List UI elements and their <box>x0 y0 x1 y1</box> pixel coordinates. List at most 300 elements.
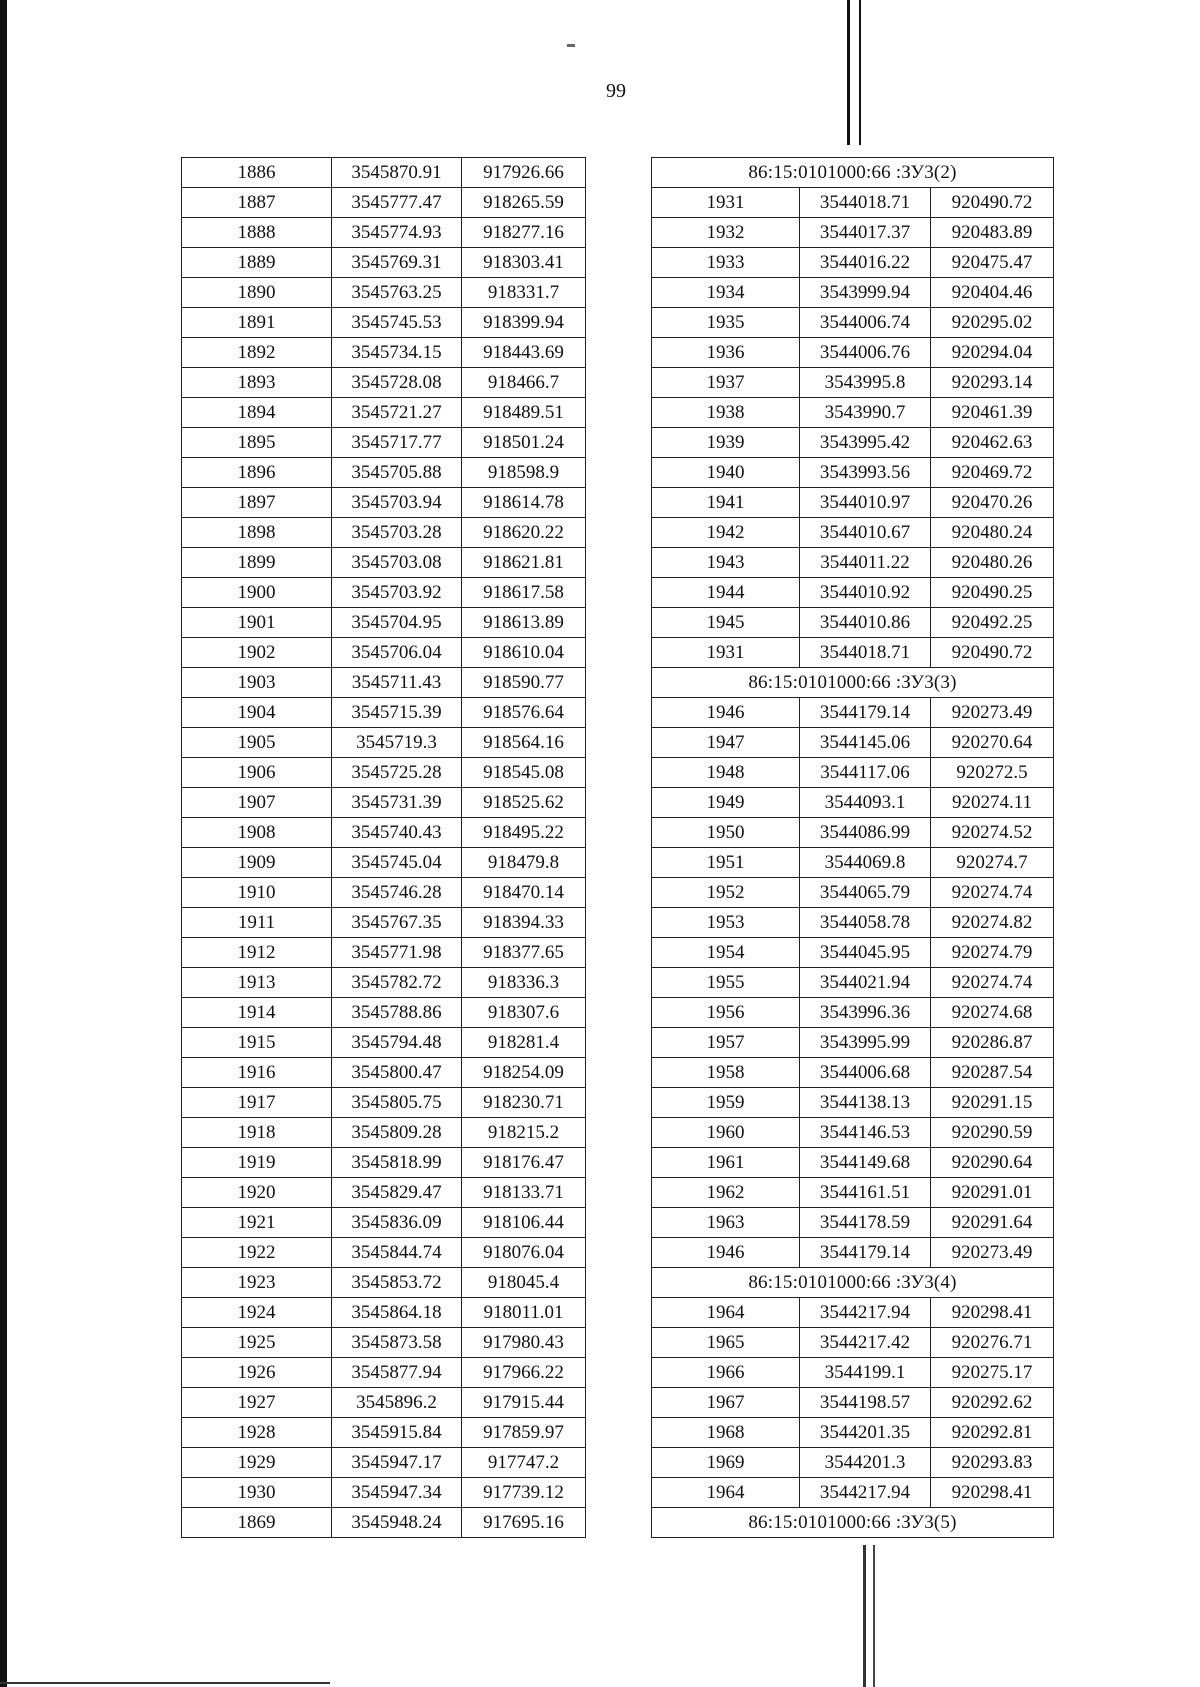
point-number-cell: 1918 <box>182 1118 332 1148</box>
parcel-group-header: 86:15:0101000:66 :ЗУ3(5) <box>652 1508 1054 1538</box>
x-coordinate-cell: 3545721.27 <box>332 398 462 428</box>
x-coordinate-cell: 3544010.97 <box>800 488 931 518</box>
y-coordinate-cell: 917966.22 <box>462 1358 586 1388</box>
x-coordinate-cell: 3545836.09 <box>332 1208 462 1238</box>
y-coordinate-cell: 918254.09 <box>462 1058 586 1088</box>
x-coordinate-cell: 3543999.94 <box>800 278 931 308</box>
x-coordinate-cell: 3545740.43 <box>332 818 462 848</box>
x-coordinate-cell: 3545809.28 <box>332 1118 462 1148</box>
x-coordinate-cell: 3544017.37 <box>800 218 931 248</box>
x-coordinate-cell: 3545873.58 <box>332 1328 462 1358</box>
table-row <box>182 1418 586 1448</box>
x-coordinate-cell: 3545745.53 <box>332 308 462 338</box>
point-number-cell: 1900 <box>182 578 332 608</box>
y-coordinate-cell: 917980.43 <box>462 1328 586 1358</box>
y-coordinate-cell: 920480.24 <box>931 518 1054 548</box>
y-coordinate-cell: 918394.33 <box>462 908 586 938</box>
x-coordinate-cell: 3545870.91 <box>332 158 462 188</box>
point-number-cell: 1965 <box>652 1328 800 1358</box>
table-row <box>182 1118 586 1148</box>
y-coordinate-cell: 918613.89 <box>462 608 586 638</box>
y-coordinate-cell: 917926.66 <box>462 158 586 188</box>
y-coordinate-cell: 920483.89 <box>931 218 1054 248</box>
y-coordinate-cell: 918576.64 <box>462 698 586 728</box>
y-coordinate-cell: 917695.16 <box>462 1508 586 1538</box>
y-coordinate-cell: 920490.72 <box>931 188 1054 218</box>
y-coordinate-cell: 918466.7 <box>462 368 586 398</box>
x-coordinate-cell: 3545877.94 <box>332 1358 462 1388</box>
page-number: 99 <box>606 80 626 102</box>
x-coordinate-cell: 3544010.92 <box>800 578 931 608</box>
y-coordinate-cell: 920273.49 <box>931 1238 1054 1268</box>
parcel-group-header: 86:15:0101000:66 :ЗУ3(3) <box>652 668 1054 698</box>
x-coordinate-cell: 3544217.94 <box>800 1298 931 1328</box>
x-coordinate-cell: 3544217.94 <box>800 1478 931 1508</box>
table-row <box>182 848 586 878</box>
table-row <box>182 1148 586 1178</box>
table-row <box>652 1298 1054 1328</box>
point-number-cell: 1937 <box>652 368 800 398</box>
y-coordinate-cell: 920274.74 <box>931 968 1054 998</box>
point-number-cell: 1957 <box>652 1028 800 1058</box>
x-coordinate-cell: 3545853.72 <box>332 1268 462 1298</box>
point-number-cell: 1928 <box>182 1418 332 1448</box>
y-coordinate-cell: 920290.59 <box>931 1118 1054 1148</box>
point-number-cell: 1961 <box>652 1148 800 1178</box>
point-number-cell: 1939 <box>652 428 800 458</box>
point-number-cell: 1917 <box>182 1088 332 1118</box>
table-row <box>182 1028 586 1058</box>
x-coordinate-cell: 3544069.8 <box>800 848 931 878</box>
point-number-cell: 1955 <box>652 968 800 998</box>
point-number-cell: 1893 <box>182 368 332 398</box>
table-row <box>652 788 1054 818</box>
point-number-cell: 1954 <box>652 938 800 968</box>
point-number-cell: 1887 <box>182 188 332 218</box>
table-row <box>182 758 586 788</box>
coordinates-table-left-body <box>182 158 586 1538</box>
x-coordinate-cell: 3544045.95 <box>800 938 931 968</box>
x-coordinate-cell: 3545800.47 <box>332 1058 462 1088</box>
y-coordinate-cell: 918336.3 <box>462 968 586 998</box>
y-coordinate-cell: 918443.69 <box>462 338 586 368</box>
x-coordinate-cell: 3544179.14 <box>800 698 931 728</box>
y-coordinate-cell: 918011.01 <box>462 1298 586 1328</box>
point-number-cell: 1897 <box>182 488 332 518</box>
x-coordinate-cell: 3545763.25 <box>332 278 462 308</box>
group-header-row <box>652 1508 1054 1538</box>
y-coordinate-cell: 918331.7 <box>462 278 586 308</box>
y-coordinate-cell: 920274.74 <box>931 878 1054 908</box>
table-row <box>182 218 586 248</box>
group-header-row <box>652 668 1054 698</box>
table-row <box>182 938 586 968</box>
y-coordinate-cell: 918307.6 <box>462 998 586 1028</box>
y-coordinate-cell: 918399.94 <box>462 308 586 338</box>
table-row <box>182 188 586 218</box>
table-row <box>652 1448 1054 1478</box>
point-number-cell: 1944 <box>652 578 800 608</box>
table-row <box>182 1178 586 1208</box>
y-coordinate-cell: 920298.41 <box>931 1478 1054 1508</box>
y-coordinate-cell: 920293.14 <box>931 368 1054 398</box>
y-coordinate-cell: 918133.71 <box>462 1178 586 1208</box>
point-number-cell: 1890 <box>182 278 332 308</box>
coordinates-table-right-body <box>652 158 1054 1538</box>
table-row <box>182 1058 586 1088</box>
table-row <box>652 1088 1054 1118</box>
y-coordinate-cell: 918620.22 <box>462 518 586 548</box>
y-coordinate-cell: 918045.4 <box>462 1268 586 1298</box>
y-coordinate-cell: 920492.25 <box>931 608 1054 638</box>
x-coordinate-cell: 3545705.88 <box>332 458 462 488</box>
table-row <box>652 1148 1054 1178</box>
point-number-cell: 1966 <box>652 1358 800 1388</box>
table-row <box>652 1358 1054 1388</box>
table-row <box>652 698 1054 728</box>
point-number-cell: 1891 <box>182 308 332 338</box>
table-row <box>182 1238 586 1268</box>
point-number-cell: 1945 <box>652 608 800 638</box>
x-coordinate-cell: 3544006.76 <box>800 338 931 368</box>
x-coordinate-cell: 3545896.2 <box>332 1388 462 1418</box>
table-row <box>652 938 1054 968</box>
x-coordinate-cell: 3544010.86 <box>800 608 931 638</box>
x-coordinate-cell: 3544006.74 <box>800 308 931 338</box>
y-coordinate-cell: 918489.51 <box>462 398 586 428</box>
point-number-cell: 1949 <box>652 788 800 818</box>
x-coordinate-cell: 3544149.68 <box>800 1148 931 1178</box>
y-coordinate-cell: 917859.97 <box>462 1418 586 1448</box>
table-row <box>652 1328 1054 1358</box>
table-row <box>182 1208 586 1238</box>
point-number-cell: 1950 <box>652 818 800 848</box>
table-row <box>182 1088 586 1118</box>
table-row <box>652 1118 1054 1148</box>
table-row <box>182 1478 586 1508</box>
table-row <box>182 638 586 668</box>
table-row <box>182 728 586 758</box>
x-coordinate-cell: 3545703.94 <box>332 488 462 518</box>
x-coordinate-cell: 3543995.99 <box>800 1028 931 1058</box>
scan-rule-bottom <box>0 1682 330 1684</box>
point-number-cell: 1927 <box>182 1388 332 1418</box>
table-row <box>652 878 1054 908</box>
table-row <box>652 1418 1054 1448</box>
y-coordinate-cell: 920291.15 <box>931 1088 1054 1118</box>
point-number-cell: 1892 <box>182 338 332 368</box>
table-row <box>182 1508 586 1538</box>
point-number-cell: 1951 <box>652 848 800 878</box>
y-coordinate-cell: 920404.46 <box>931 278 1054 308</box>
y-coordinate-cell: 917739.12 <box>462 1478 586 1508</box>
y-coordinate-cell: 918617.58 <box>462 578 586 608</box>
y-coordinate-cell: 920294.04 <box>931 338 1054 368</box>
point-number-cell: 1869 <box>182 1508 332 1538</box>
point-number-cell: 1934 <box>652 278 800 308</box>
point-number-cell: 1888 <box>182 218 332 248</box>
x-coordinate-cell: 3543990.7 <box>800 398 931 428</box>
point-number-cell: 1910 <box>182 878 332 908</box>
x-coordinate-cell: 3543995.8 <box>800 368 931 398</box>
x-coordinate-cell: 3544011.22 <box>800 548 931 578</box>
point-number-cell: 1914 <box>182 998 332 1028</box>
point-number-cell: 1933 <box>652 248 800 278</box>
point-number-cell: 1958 <box>652 1058 800 1088</box>
x-coordinate-cell: 3544146.53 <box>800 1118 931 1148</box>
table-row <box>652 608 1054 638</box>
point-number-cell: 1936 <box>652 338 800 368</box>
scan-binding-mark-top-secondary <box>859 0 861 145</box>
y-coordinate-cell: 920480.26 <box>931 548 1054 578</box>
y-coordinate-cell: 918470.14 <box>462 878 586 908</box>
y-coordinate-cell: 920475.47 <box>931 248 1054 278</box>
x-coordinate-cell: 3545948.24 <box>332 1508 462 1538</box>
point-number-cell: 1905 <box>182 728 332 758</box>
table-row <box>652 218 1054 248</box>
x-coordinate-cell: 3545767.35 <box>332 908 462 938</box>
point-number-cell: 1920 <box>182 1178 332 1208</box>
x-coordinate-cell: 3545717.77 <box>332 428 462 458</box>
table-row <box>182 968 586 998</box>
scan-speck <box>567 44 575 47</box>
y-coordinate-cell: 920490.25 <box>931 578 1054 608</box>
y-coordinate-cell: 918265.59 <box>462 188 586 218</box>
table-row <box>182 578 586 608</box>
point-number-cell: 1926 <box>182 1358 332 1388</box>
point-number-cell: 1969 <box>652 1448 800 1478</box>
point-number-cell: 1947 <box>652 728 800 758</box>
point-number-cell: 1959 <box>652 1088 800 1118</box>
x-coordinate-cell: 3545715.39 <box>332 698 462 728</box>
y-coordinate-cell: 920276.71 <box>931 1328 1054 1358</box>
table-row <box>182 368 586 398</box>
point-number-cell: 1930 <box>182 1478 332 1508</box>
table-row <box>652 1388 1054 1418</box>
table-row <box>652 758 1054 788</box>
x-coordinate-cell: 3545703.28 <box>332 518 462 548</box>
point-number-cell: 1932 <box>652 218 800 248</box>
point-number-cell: 1896 <box>182 458 332 488</box>
table-row <box>182 788 586 818</box>
x-coordinate-cell: 3545746.28 <box>332 878 462 908</box>
point-number-cell: 1948 <box>652 758 800 788</box>
x-coordinate-cell: 3544217.42 <box>800 1328 931 1358</box>
x-coordinate-cell: 3544145.06 <box>800 728 931 758</box>
y-coordinate-cell: 920274.52 <box>931 818 1054 848</box>
y-coordinate-cell: 918281.4 <box>462 1028 586 1058</box>
y-coordinate-cell: 920298.41 <box>931 1298 1054 1328</box>
table-row <box>652 998 1054 1028</box>
y-coordinate-cell: 918598.9 <box>462 458 586 488</box>
y-coordinate-cell: 918176.47 <box>462 1148 586 1178</box>
x-coordinate-cell: 3544006.68 <box>800 1058 931 1088</box>
point-number-cell: 1960 <box>652 1118 800 1148</box>
x-coordinate-cell: 3545704.95 <box>332 608 462 638</box>
x-coordinate-cell: 3544021.94 <box>800 968 931 998</box>
point-number-cell: 1898 <box>182 518 332 548</box>
scan-binding-mark-bottom-secondary <box>873 1545 875 1687</box>
y-coordinate-cell: 920292.62 <box>931 1388 1054 1418</box>
y-coordinate-cell: 918495.22 <box>462 818 586 848</box>
point-number-cell: 1967 <box>652 1388 800 1418</box>
y-coordinate-cell: 920461.39 <box>931 398 1054 428</box>
point-number-cell: 1942 <box>652 518 800 548</box>
table-row <box>652 848 1054 878</box>
table-row <box>652 548 1054 578</box>
x-coordinate-cell: 3545731.39 <box>332 788 462 818</box>
table-row <box>652 578 1054 608</box>
point-number-cell: 1886 <box>182 158 332 188</box>
table-row <box>652 458 1054 488</box>
table-row <box>652 368 1054 398</box>
table-row <box>182 1448 586 1478</box>
x-coordinate-cell: 3545719.3 <box>332 728 462 758</box>
x-coordinate-cell: 3545725.28 <box>332 758 462 788</box>
group-header-row <box>652 1268 1054 1298</box>
x-coordinate-cell: 3544065.79 <box>800 878 931 908</box>
x-coordinate-cell: 3544117.06 <box>800 758 931 788</box>
table-row <box>652 968 1054 998</box>
x-coordinate-cell: 3545769.31 <box>332 248 462 278</box>
x-coordinate-cell: 3545777.47 <box>332 188 462 218</box>
table-row <box>182 1298 586 1328</box>
x-coordinate-cell: 3544018.71 <box>800 188 931 218</box>
x-coordinate-cell: 3545703.92 <box>332 578 462 608</box>
table-row <box>652 1208 1054 1238</box>
point-number-cell: 1906 <box>182 758 332 788</box>
table-row <box>182 668 586 698</box>
table-row <box>652 338 1054 368</box>
y-coordinate-cell: 918215.2 <box>462 1118 586 1148</box>
table-row <box>182 428 586 458</box>
y-coordinate-cell: 920274.7 <box>931 848 1054 878</box>
point-number-cell: 1924 <box>182 1298 332 1328</box>
x-coordinate-cell: 3545782.72 <box>332 968 462 998</box>
x-coordinate-cell: 3545947.34 <box>332 1478 462 1508</box>
x-coordinate-cell: 3545703.08 <box>332 548 462 578</box>
coordinates-table-right <box>651 157 1054 1538</box>
y-coordinate-cell: 918564.16 <box>462 728 586 758</box>
table-row <box>652 1058 1054 1088</box>
x-coordinate-cell: 3545745.04 <box>332 848 462 878</box>
table-row <box>182 998 586 1028</box>
table-row <box>182 308 586 338</box>
point-number-cell: 1935 <box>652 308 800 338</box>
point-number-cell: 1963 <box>652 1208 800 1238</box>
x-coordinate-cell: 3544198.57 <box>800 1388 931 1418</box>
x-coordinate-cell: 3544016.22 <box>800 248 931 278</box>
y-coordinate-cell: 920293.83 <box>931 1448 1054 1478</box>
table-row <box>652 818 1054 848</box>
point-number-cell: 1931 <box>652 188 800 218</box>
y-coordinate-cell: 920274.79 <box>931 938 1054 968</box>
table-row <box>182 1388 586 1418</box>
group-header-row <box>652 158 1054 188</box>
point-number-cell: 1938 <box>652 398 800 428</box>
x-coordinate-cell: 3545915.84 <box>332 1418 462 1448</box>
x-coordinate-cell: 3544058.78 <box>800 908 931 938</box>
table-row <box>652 518 1054 548</box>
point-number-cell: 1953 <box>652 908 800 938</box>
point-number-cell: 1903 <box>182 668 332 698</box>
y-coordinate-cell: 920290.64 <box>931 1148 1054 1178</box>
point-number-cell: 1907 <box>182 788 332 818</box>
point-number-cell: 1962 <box>652 1178 800 1208</box>
y-coordinate-cell: 920274.68 <box>931 998 1054 1028</box>
table-row <box>182 1268 586 1298</box>
y-coordinate-cell: 918545.08 <box>462 758 586 788</box>
point-number-cell: 1923 <box>182 1268 332 1298</box>
point-number-cell: 1968 <box>652 1418 800 1448</box>
scan-binding-mark-bottom <box>863 1545 866 1687</box>
y-coordinate-cell: 920462.63 <box>931 428 1054 458</box>
x-coordinate-cell: 3543995.42 <box>800 428 931 458</box>
table-row <box>652 638 1054 668</box>
table-row <box>182 278 586 308</box>
y-coordinate-cell: 920272.5 <box>931 758 1054 788</box>
x-coordinate-cell: 3544086.99 <box>800 818 931 848</box>
point-number-cell: 1964 <box>652 1298 800 1328</box>
table-row <box>652 908 1054 938</box>
x-coordinate-cell: 3544138.13 <box>800 1088 931 1118</box>
y-coordinate-cell: 920469.72 <box>931 458 1054 488</box>
point-number-cell: 1899 <box>182 548 332 578</box>
coordinates-table-left <box>181 157 586 1538</box>
table-row <box>652 1178 1054 1208</box>
point-number-cell: 1946 <box>652 698 800 728</box>
x-coordinate-cell: 3545706.04 <box>332 638 462 668</box>
table-row <box>652 248 1054 278</box>
table-row <box>652 1028 1054 1058</box>
point-number-cell: 1946 <box>652 1238 800 1268</box>
point-number-cell: 1919 <box>182 1148 332 1178</box>
x-coordinate-cell: 3545734.15 <box>332 338 462 368</box>
point-number-cell: 1915 <box>182 1028 332 1058</box>
y-coordinate-cell: 918501.24 <box>462 428 586 458</box>
y-coordinate-cell: 920470.26 <box>931 488 1054 518</box>
table-row <box>182 608 586 638</box>
table-row <box>182 158 586 188</box>
x-coordinate-cell: 3545864.18 <box>332 1298 462 1328</box>
point-number-cell: 1912 <box>182 938 332 968</box>
table-row <box>652 728 1054 758</box>
y-coordinate-cell: 918230.71 <box>462 1088 586 1118</box>
x-coordinate-cell: 3543993.56 <box>800 458 931 488</box>
x-coordinate-cell: 3544093.1 <box>800 788 931 818</box>
x-coordinate-cell: 3544201.35 <box>800 1418 931 1448</box>
x-coordinate-cell: 3545711.43 <box>332 668 462 698</box>
x-coordinate-cell: 3543996.36 <box>800 998 931 1028</box>
y-coordinate-cell: 920275.17 <box>931 1358 1054 1388</box>
point-number-cell: 1921 <box>182 1208 332 1238</box>
point-number-cell: 1943 <box>652 548 800 578</box>
table-row <box>182 518 586 548</box>
y-coordinate-cell: 920291.01 <box>931 1178 1054 1208</box>
table-row <box>182 698 586 728</box>
table-row <box>652 428 1054 458</box>
y-coordinate-cell: 920292.81 <box>931 1418 1054 1448</box>
point-number-cell: 1895 <box>182 428 332 458</box>
y-coordinate-cell: 920274.82 <box>931 908 1054 938</box>
point-number-cell: 1894 <box>182 398 332 428</box>
y-coordinate-cell: 920295.02 <box>931 308 1054 338</box>
table-row <box>652 488 1054 518</box>
point-number-cell: 1916 <box>182 1058 332 1088</box>
table-row <box>652 308 1054 338</box>
y-coordinate-cell: 920490.72 <box>931 638 1054 668</box>
table-row <box>182 908 586 938</box>
